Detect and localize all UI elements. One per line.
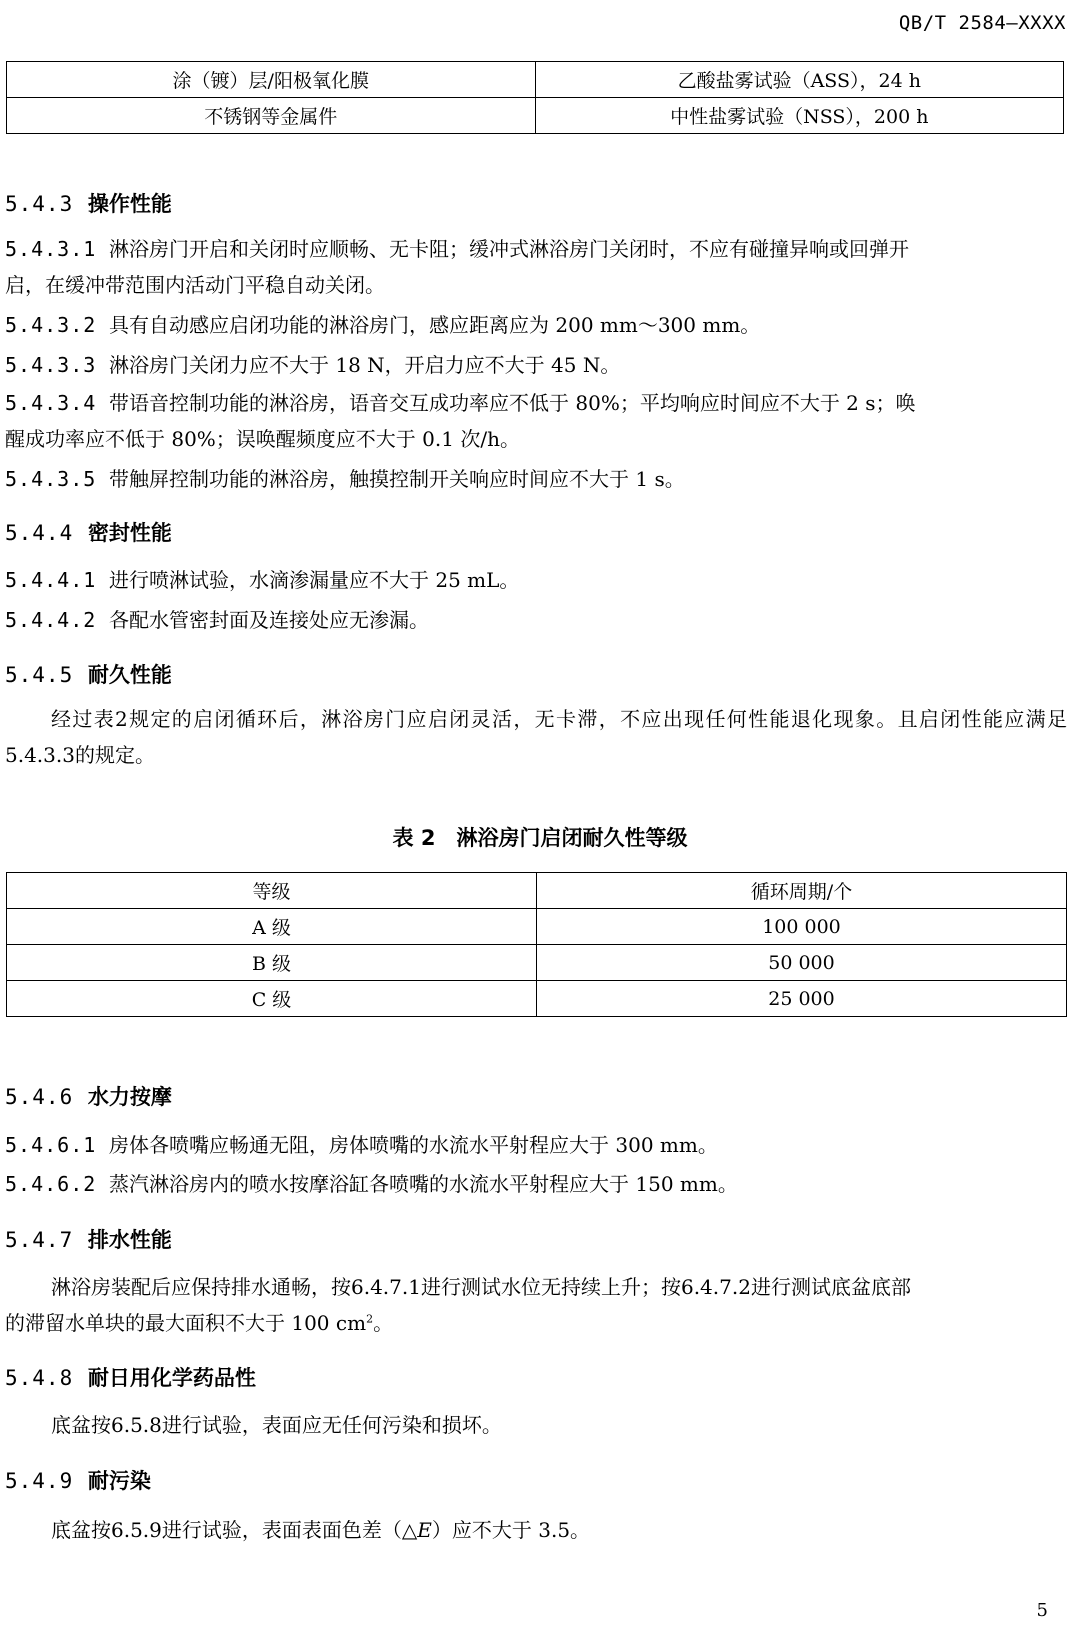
section-title: 耐日用化学药品性 <box>87 1366 256 1390</box>
table-cell: B 级 <box>7 945 537 981</box>
table-row <box>7 909 1067 945</box>
clause-text: 淋浴房门开启和关闭时应顺畅、无卡阻；缓冲式淋浴房门关闭时，不应有碰撞异响或回弹开 <box>109 237 910 261</box>
table-cell: A 级 <box>7 909 537 945</box>
section-heading-5-4-4 <box>5 517 172 547</box>
clause-number: 5.4.6.2 <box>5 1172 97 1196</box>
clause-number: 5.4.4.2 <box>5 608 97 632</box>
table-cell: 25 000 <box>537 981 1067 1017</box>
section-title: 耐污染 <box>87 1469 151 1493</box>
section-heading-5-4-6 <box>5 1081 172 1111</box>
paragraph-5-4-5: 经过表2规定的启闭循环后，淋浴房门应启闭灵活，无卡滞，不应出现任何性能退化现象。且启闭性能应满足5.4.3.3的规定。 <box>5 707 1067 767</box>
clause-5-4-3-3 <box>5 355 620 375</box>
table-header-cell: 等级 <box>7 873 537 909</box>
clause-text: 蒸汽淋浴房内的喷水按摩浴缸各喷嘴的水流水平射程应大于 150 mm。 <box>109 1172 738 1196</box>
clause-number: 5.4.3.5 <box>5 467 97 491</box>
section-number: 5.4.3 <box>5 192 74 216</box>
clause-5-4-3-4-cont: 醒成功率应不低于 80%；误唤醒频度应不大于 0.1 次/h。 <box>5 427 520 451</box>
section-number: 5.4.6 <box>5 1085 74 1109</box>
section-heading-5-4-8 <box>5 1362 256 1392</box>
section-title: 操作性能 <box>87 192 172 216</box>
paragraph-5-4-9 <box>51 1520 590 1540</box>
page-number: 5 <box>1036 1600 1048 1621</box>
paragraph-text: ）应不大于 3.5。 <box>431 1518 591 1542</box>
superscript: 2 <box>366 1312 374 1326</box>
document-id: QB/T 2584—XXXX <box>898 12 1066 34</box>
table-row <box>7 945 1067 981</box>
table-cell: C 级 <box>7 981 537 1017</box>
clause-text: 各配水管密封面及连接处应无渗漏。 <box>109 608 430 632</box>
paragraph-5-4-8: 底盆按6.5.8进行试验，表面应无任何污染和损坏。 <box>51 1413 502 1437</box>
clause-number: 5.4.3.4 <box>5 391 97 415</box>
durability-table <box>6 872 1067 1017</box>
clause-text: 带触屏控制功能的淋浴房，触摸控制开关响应时间应不大于 1 s。 <box>109 467 685 491</box>
clause-5-4-4-1 <box>5 570 519 590</box>
section-number: 5.4.9 <box>5 1469 74 1493</box>
table-header-row <box>7 873 1067 909</box>
corrosion-table <box>6 61 1064 134</box>
paragraph-5-4-7-line1: 淋浴房装配后应保持排水通畅，按6.4.7.1进行测试水位无持续上升；按6.4.7.2进行测试底盆底部 <box>51 1275 911 1299</box>
clause-text: 带语音控制功能的淋浴房，语音交互成功率应不低于 80%；平均响应时间应不大于 2 s；唤 <box>109 391 916 415</box>
table-row <box>7 981 1067 1017</box>
clause-5-4-4-2 <box>5 610 429 630</box>
section-title: 耐久性能 <box>87 663 172 687</box>
clause-5-4-3-1 <box>5 239 909 259</box>
table-cell: 不锈钢等金属件 <box>7 98 536 134</box>
clause-5-4-3-5 <box>5 469 685 489</box>
table-caption: 表 2 淋浴房门启闭耐久性等级 <box>392 826 688 850</box>
clause-text: 房体各喷嘴应畅通无阻，房体喷嘴的水流水平射程应大于 300 mm。 <box>109 1133 718 1157</box>
section-number: 5.4.4 <box>5 521 74 545</box>
section-heading-5-4-3 <box>5 188 172 218</box>
table-row <box>7 98 1064 134</box>
section-title: 密封性能 <box>87 521 172 545</box>
clause-5-4-6-1 <box>5 1135 718 1155</box>
section-number: 5.4.5 <box>5 663 74 687</box>
paragraph-text: 的滞留水单块的最大面积不大于 100 cm <box>5 1311 367 1335</box>
clause-text: 具有自动感应启闭功能的淋浴房门，感应距离应为 200 mm～300 mm。 <box>109 313 761 337</box>
clause-number: 5.4.4.1 <box>5 568 97 592</box>
clause-text: 淋浴房门关闭力应不大于 18 N，开启力应不大于 45 N。 <box>109 353 621 377</box>
paragraph-5-4-7-line2 <box>5 1313 393 1333</box>
table-cell: 50 000 <box>537 945 1067 981</box>
section-number: 5.4.7 <box>5 1228 74 1252</box>
clause-number: 5.4.3.1 <box>5 237 97 261</box>
paragraph-text: 。 <box>373 1311 394 1335</box>
section-heading-5-4-9 <box>5 1465 151 1495</box>
paragraph-text: 底盆按6.5.9进行试验，表面表面色差（ <box>51 1518 402 1542</box>
section-title: 排水性能 <box>87 1228 172 1252</box>
table-cell: 100 000 <box>537 909 1067 945</box>
table-header-cell: 循环周期/个 <box>537 873 1067 909</box>
clause-5-4-3-4 <box>5 393 916 413</box>
section-number: 5.4.8 <box>5 1366 74 1390</box>
clause-5-4-6-2 <box>5 1174 738 1194</box>
section-heading-5-4-5 <box>5 659 172 689</box>
section-heading-5-4-7 <box>5 1224 172 1254</box>
table-cell: 涂（镀）层/阳极氧化膜 <box>7 62 536 98</box>
clause-text: 进行喷淋试验，水滴渗漏量应不大于 25 mL。 <box>109 568 520 592</box>
table-row <box>7 62 1064 98</box>
clause-5-4-3-2 <box>5 315 760 335</box>
clause-5-4-3-1-cont: 启，在缓冲带范围内活动门平稳自动关闭。 <box>5 273 385 297</box>
clause-number: 5.4.6.1 <box>5 1133 97 1157</box>
delta-e-symbol: △E <box>401 1518 432 1542</box>
clause-number: 5.4.3.3 <box>5 353 97 377</box>
clause-number: 5.4.3.2 <box>5 313 97 337</box>
table-cell: 乙酸盐雾试验（ASS），24 h <box>535 62 1064 98</box>
section-title: 水力按摩 <box>87 1085 172 1109</box>
table-cell: 中性盐雾试验（NSS），200 h <box>535 98 1064 134</box>
